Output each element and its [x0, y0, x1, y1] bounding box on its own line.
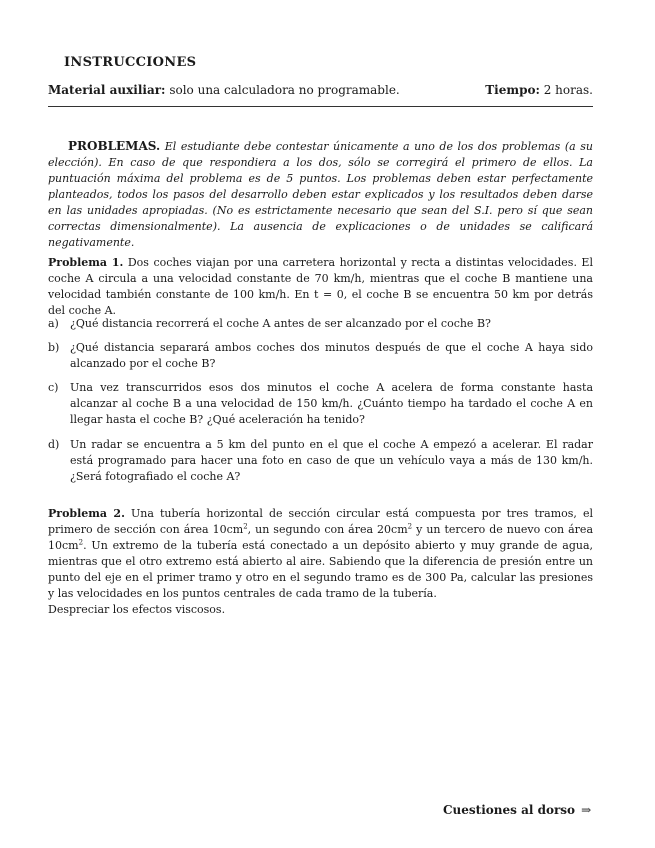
problemas-text: El estudiante debe contestar únicamente a uno de los dos problemas (a su elección). En caso de que respondiera a los dos, sólo se corregirá el primero de ellos. La puntuación máxima del problema es de 5 puntos. Los problemas deben estar perfectamente planteados, todos los pasos del desarrollo deben estar explicados y los resultados deben darse en las unidades apropiadas. (No es estrictamente necesario que sean del S.I. pero sí que sean correctas dimensionalmente). La ausencia de explicaciones o de unidades se calificará negativamente. — [48, 140, 593, 249]
superscript-2: 2 — [78, 538, 84, 547]
problem-1-label: Problema 1. — [48, 256, 124, 269]
arrow-right-icon: ⇒ — [581, 803, 592, 817]
question-text: ¿Qué distancia recorrerá el coche A antes de ser alcanzado por el coche B? — [70, 317, 491, 330]
question-c — [48, 380, 593, 428]
superscript-2: 2 — [243, 522, 248, 531]
instructions-title: INSTRUCCIONES — [64, 55, 197, 70]
problem-2-text-1: Una tubería horizontal de sección circular está compuesta por tres tramos, el primero de sección con área 10cm — [48, 507, 593, 536]
material-label: Material auxiliar: — [48, 83, 166, 97]
problem-1-statement — [48, 255, 593, 319]
problem-1-text: Dos coches viajan por una carretera horizontal y recta a distintas velocidades. El coche A circula a una velocidad constante de 70 km/h, mientras que el coche B mantiene una velocidad también constante de 100 km/h. En t = 0, el coche B se encuentra 50 km por detrás del coche A. — [48, 256, 593, 317]
problemas-heading: PROBLEMAS. — [68, 139, 161, 153]
question-d — [48, 437, 593, 485]
question-b — [48, 340, 593, 372]
problem-2-statement — [48, 506, 593, 602]
question-letter: d) — [48, 438, 60, 451]
time-value: 2 horas. — [543, 83, 593, 97]
problem-2-text-3: y un tercero de nuevo con área 10cm — [48, 523, 593, 552]
superscript-2: 2 — [407, 522, 413, 531]
question-text: Un radar se encuentra a 5 km del punto en el que el coche A empezó a acelerar. El radar está programado para hacer una foto en caso de que un vehículo vaya a más de 130 km/h. ¿Será fotografiado el coche A? — [70, 438, 593, 483]
question-letter: b) — [48, 341, 60, 354]
time-info — [485, 83, 593, 97]
question-letter: a) — [48, 317, 59, 330]
footer-label: Cuestiones al dorso — [443, 803, 576, 817]
time-label: Tiempo: — [485, 83, 540, 97]
problem-2-label: Problema 2. — [48, 507, 125, 520]
problem-2-text-2: , un segundo con área 20cm — [247, 523, 408, 536]
question-text: Una vez transcurridos esos dos minutos el coche A acelera de forma constante hasta alcanzar al coche B a una velocidad de 150 km/h. ¿Cuánto tiempo ha tardado el coche A en llegar hasta el coche B? ¿Qué aceleración ha tenido? — [70, 381, 593, 426]
header-divider — [48, 106, 593, 107]
question-letter: c) — [48, 381, 59, 394]
question-a — [48, 316, 593, 332]
footer-note — [443, 803, 591, 817]
material-info — [48, 83, 400, 97]
material-row — [48, 83, 593, 97]
problem-2-text-4: . Un extremo de la tubería está conectado a un depósito abierto y muy grande de agua, mientras que el otro extremo está abierto al aire. Sabiendo que la diferencia de presión entre un punto del eje en el primer tramo y otro en el segundo tramo es de 300 Pa, calcular las presiones y las velocidades en los puntos centrales de cada tramo de la tubería. — [48, 539, 593, 600]
material-value: solo una calculadora no programable. — [169, 83, 400, 97]
problemas-instructions — [48, 138, 593, 251]
problem-2-note: Despreciar los efectos viscosos. — [48, 603, 226, 616]
question-text: ¿Qué distancia separará ambos coches dos minutos después de que el coche A haya sido alcanzado por el coche B? — [70, 341, 593, 370]
